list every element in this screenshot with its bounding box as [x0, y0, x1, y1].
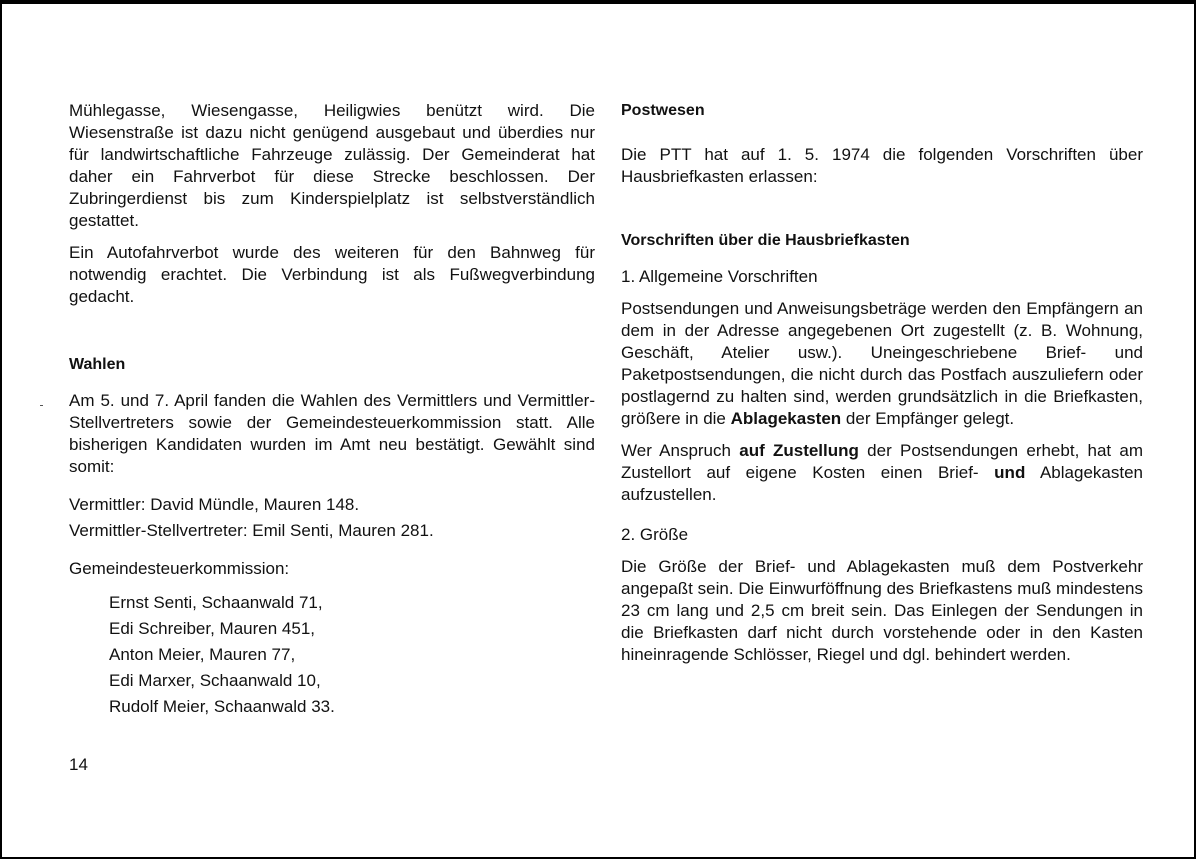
- anspruch-text-b: der Postsendungen erhebt, hat am Zustellort auf eigene Kosten einen Brief-: [621, 441, 1144, 482]
- paragraph-groesse: Die Größe der Brief- und Ablagekasten muß dem Postverkehr angepaßt sein. Die Einwurföffnung des Briefkastens muß mindestens 23 cm lang und 2,5 cm breit sein. Das Einlegen der Sendungen in die Briefkasten darf nicht durch vorstehende oder in den Kasten hineinragende Schlösser, Riegel und dgl. behindert werden.: [621, 557, 1143, 664]
- section2-title: 2. Größe: [621, 525, 689, 544]
- ablagekasten-bold: Ablagekasten: [730, 409, 842, 428]
- member-item: Edi Marxer, Schaanwald 10,: [109, 671, 321, 690]
- right-column: [621, 100, 1143, 666]
- paragraph-anspruch: [621, 440, 1143, 506]
- scan-speck: [40, 405, 43, 406]
- zustellung-text-b: der Empfänger gelegt.: [845, 409, 1015, 428]
- stellvertreter-line: Vermittler-Stellvertreter: Emil Senti, Mauren 281.: [69, 521, 434, 540]
- section1-title: 1. Allgemeine Vorschriften: [621, 267, 818, 286]
- paragraph-autofahrverbot: Ein Autofahrverbot wurde des weiteren für den Bahnweg für notwendig erachtet. Die Verbindung ist als Fußwegverbindung gedacht.: [69, 243, 595, 306]
- auf-zustellung-bold: auf Zustellung: [739, 441, 859, 460]
- paragraph-fahrverbot: Mühlegasse, Wiesengasse, Heiligwies benützt wird. Die Wiesenstraße ist dazu nicht genügend ausgebaut und überdies nur für landwirtschaftliche Fahrzeuge zulässig. Der Gemeinderat hat daher ein Fahrverbot für diese Strecke beschlossen. Der Zubringerdienst bis zum Kinderspielplatz ist selbstverständlich gestattet.: [69, 101, 595, 230]
- anspruch-text-c: Ablagekasten aufzustellen.: [621, 463, 1143, 504]
- heading-vorschriften: Vorschriften über die Hausbriefkasten: [621, 232, 910, 249]
- paragraph-zustellung: [621, 298, 1143, 430]
- kommission-members: [69, 590, 595, 720]
- page-number: 14: [69, 755, 88, 774]
- paragraph-wahlen: Am 5. und 7. April fanden die Wahlen des Vermittlers und Vermittler-Stellvertreters sowie der Gemeindesteuerkommission statt. Alle bisherigen Kandidaten wurden im Amt neu bestätigt. Gewählt sind somit:: [69, 391, 595, 476]
- und-bold: und: [994, 463, 1026, 482]
- vermittler-line: Vermittler: David Mündle, Mauren 148.: [69, 495, 360, 514]
- left-column: [69, 100, 595, 720]
- paragraph-ptt-intro: Die PTT hat auf 1. 5. 1974 die folgenden Vorschriften über Hausbriefkasten erlassen:: [621, 145, 1143, 186]
- heading-wahlen: Wahlen: [69, 356, 126, 373]
- member-item: Ernst Senti, Schaanwald 71,: [109, 593, 323, 612]
- kommission-label: Gemeindesteuerkommission:: [69, 559, 290, 578]
- member-item: Edi Schreiber, Mauren 451,: [109, 619, 316, 638]
- heading-postwesen: Postwesen: [621, 102, 705, 119]
- zustellung-text-a: Postsendungen und Anweisungsbeträge werden den Empfängern an dem in der Adresse angegebenen Ort zugestellt (z. B. Wohnung, Geschäft, Atelier usw.). Uneingeschriebene Brief- und Paketpostsendungen, die nicht durch das Postfach auszuliefern oder postlagernd zu halten sind, werden grundsätzlich in die Briefkasten, größere in die: [621, 299, 1143, 428]
- member-item: Anton Meier, Mauren 77,: [109, 645, 296, 664]
- anspruch-text-a: Wer Anspruch: [621, 441, 731, 460]
- member-item: Rudolf Meier, Schaanwald 33.: [109, 697, 335, 716]
